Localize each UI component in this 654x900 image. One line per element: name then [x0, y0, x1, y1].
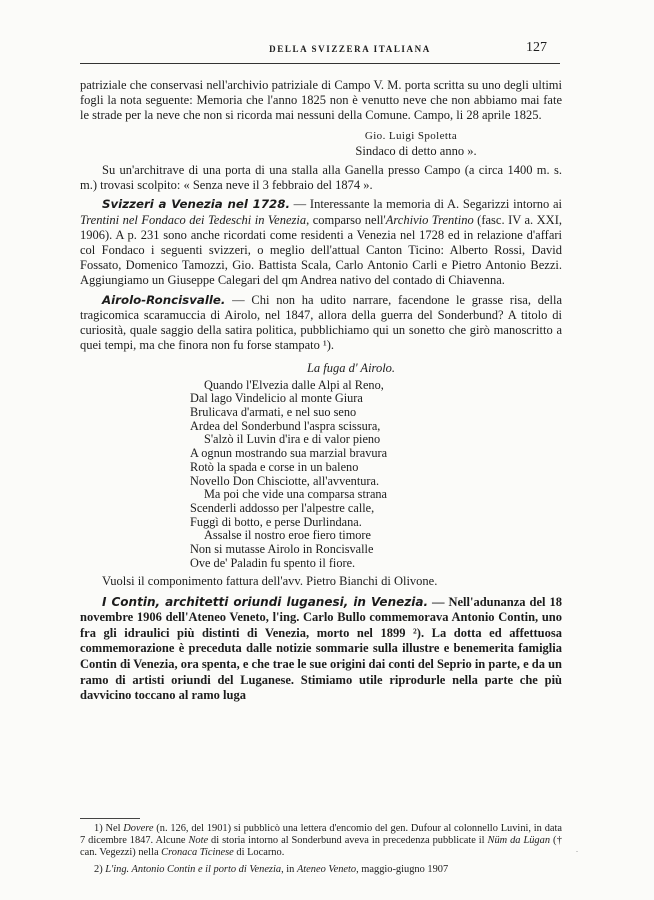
section-title-contin: I Contin, architetti oriundi luganesi, in Venezia. [102, 594, 428, 609]
poem-line: Ma poi che vide una comparsa strana [204, 487, 388, 502]
poem-line: Fuggì di botto, e perse Durlindana. [190, 514, 362, 529]
work-title: Trentini nel Fondaco dei Tedeschi in Venezia [80, 212, 307, 227]
poem-line: A ognun mostrando sua marzial bravura [190, 446, 388, 461]
footnote-rule [80, 818, 140, 819]
section-title-svizzeri: Svizzeri a Venezia nel 1728. [102, 197, 290, 212]
paragraph-airolo: Airolo-Roncisvalle. — Chi non ha udito narrare, facendone le grasse risa, della tragicomica scaramuccia di Airolo, nel 1847, allora della guerra del Sonderbund? A titolo di curiosità, quale saggio della satira politica, pubblichiamo qui un sonetto che girò manoscritto a quei tempi, ma che finora non fu forse stampato ¹). [80, 292, 562, 353]
running-header: DELLA SVIZZERA ITALIANA [269, 44, 431, 54]
poem-line: Quando l'Elvezia dalle Alpi al Reno, [204, 377, 384, 392]
poem-line: Novello Don Chisciotte, all'avventura. [190, 473, 380, 488]
paragraph-contin: I Contin, architetti oriundi luganesi, in Venezia. — Nell'adunanza del 18 novembre 1906 dell'Ateneo Veneto, l'ing. Carlo Bullo commemorava Antonio Contin, uno fra gli idraulici più distinti di Venezia, morto nel 1899 ²). La dotta ed affettuosa commemorazione è preceduta dalle notizie sommarie sulla illustre e benemerita famiglia Contin di Venezia, ora spenta, e che trae le sue origini dai conti del Seprio in parte, e da un ramo di artisti oriundi del Luganese. Stimiamo utile riprodurle nella parte che più davvicino toccano al ramo luga [80, 594, 562, 703]
poem-line: Brulicava d'armati, e nel suo seno [190, 405, 357, 420]
poem-line: Assalse il nostro eroe fiero timore [204, 528, 371, 543]
margin-mark: . [576, 845, 578, 854]
poem-attribution: Vuolsi il componimento fattura dell'avv. Pietro Bianchi di Olivone. [102, 573, 438, 588]
poem-line: Scenderli addosso per l'alpestre calle, [190, 500, 375, 515]
poem [190, 379, 562, 571]
footnotes [80, 823, 562, 876]
journal-title: Archivio Trentino [385, 212, 474, 227]
poem-line: Ove de' Paladin fu spento il fiore. [190, 555, 356, 570]
poem-line: Non si mutasse Airolo in Roncisvalle [190, 542, 374, 557]
footnote-1: 1) Nel Dovere (n. 126, del 1901) si pubblicò una lettera d'encomio del gen. Dufour al colonnello Luvini, in data 7 dicembre 1847. Alcune Note di storia intorno al Sonderbund aveva in precedenza pubblicate il Nüm da Lügan († can. Vegezzi) nella Cronaca Ticinese di Locarno. [80, 823, 562, 859]
poem-line: Ardea del Sonderbund l'aspra scissura, [190, 418, 381, 433]
poem-line: S'alzò il Luvin d'ira e di valor pieno [204, 432, 381, 447]
poem-line: Rotò la spada e corse in un baleno [190, 459, 359, 474]
poem-title: La fuga d' Airolo. [306, 361, 396, 376]
header-rule [80, 63, 560, 64]
paragraph-architrave: Su un'architrave di una porta di una stalla alla Ganella presso Campo (a circa 1400 m. s. m.) trovasi scolpito: « Senza neve il 3 febbraio del 1874 ». [80, 163, 562, 193]
paragraph-memoria: patriziale che conservasi nell'archivio patriziale di Campo V. M. porta scritta su uno degli ultimi fogli la nota seguente: Memoria che l'anno 1825 non è venutto neve che non abbiamo mai fate le strade per la neve che non si ricorda mai nessuni della Comune. Campo, li 28 aprile 1825. [80, 78, 562, 123]
page-number: 127 [526, 40, 547, 55]
poem-line: Dal lago Vindelicio al monte Giura [190, 391, 363, 406]
signature-role: Sindaco di detto anno ». [355, 143, 477, 158]
paragraph-svizzeri-venezia: Svizzeri a Venezia nel 1728. — Interessante la memoria di A. Segarizzi intorno ai Trentini nel Fondaco dei Tedeschi in Venezia, comparso nell'Archivio Trentino (fasc. IV a. XXI, 1906). A p. 231 sono anche ricordati come residenti a Venezia nel 1728 ed in relazione d'affari col Fondaco i seguenti svizzeri, o meglio dell'attual Canton Ticino: Alberto Rossi, David Fossato, Domenico Tamozzi, Gio. Battista Scala, Carlo Antonio Carli e Pietro Antonio Bezzi. Aggiungiamo un Giuseppe Calegari del qm Andrea nativo del contado di Chiavenna. [80, 197, 562, 288]
main-text [80, 78, 562, 704]
footnote-2: 2) L'ing. Antonio Contin e il porto di Venezia, in Ateneo Veneto, maggio-giugno 1907 [94, 863, 449, 875]
signature-name: Gio. Luigi Spoletta [364, 129, 458, 142]
section-title-airolo: Airolo-Roncisvalle. [102, 292, 226, 307]
